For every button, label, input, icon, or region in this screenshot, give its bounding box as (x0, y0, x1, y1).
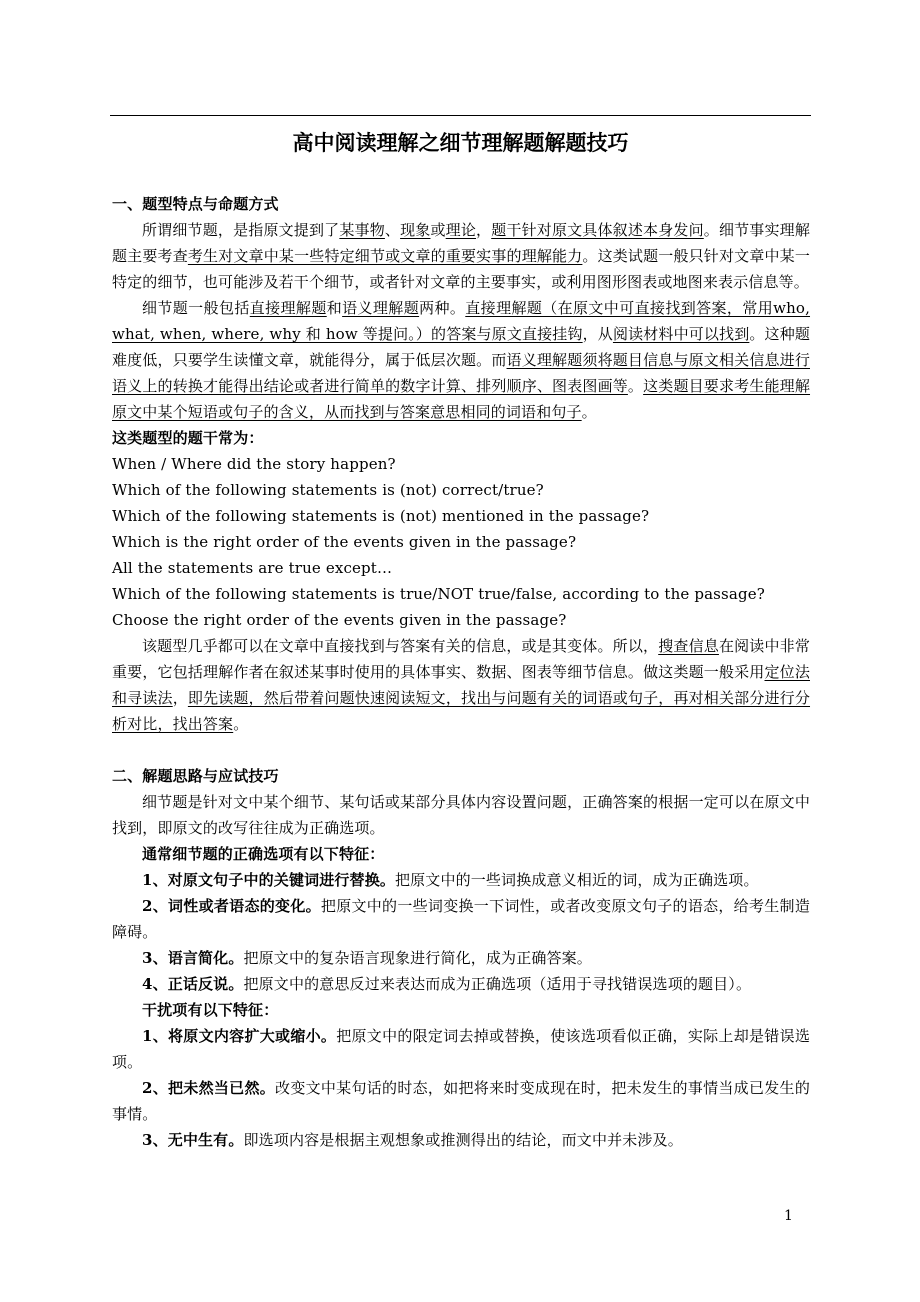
paragraph (112, 529, 810, 555)
paragraph (112, 867, 810, 893)
heading (112, 841, 810, 867)
bold-text: 2、词性或者语态的变化。 (142, 897, 321, 915)
text: ， (476, 221, 492, 239)
page-title: 高中阅读理解之细节理解题解题技巧 (292, 130, 629, 155)
underlined-text: 这类题目要求考生能理解原文中某个短语或句子的含义，从而找到与答案意思相同的词语和句子 (112, 377, 811, 421)
paragraph (112, 607, 810, 633)
heading (112, 997, 810, 1023)
text: Choose the right order of the events given in the passage? (112, 611, 567, 629)
paragraph (112, 633, 810, 737)
underlined-text: 直接理解题 (249, 299, 327, 317)
paragraph (112, 1023, 810, 1075)
text: 把原文中的意思反过来表达而成为正确选项（适用于寻找错误选项的题目）。 (243, 975, 752, 993)
underlined-text: 语义理解题须将题目信息与原文相关信息进行语义上的转换才能得出结论或者进行简单的数字计算、排列顺序、图表图画等 (112, 351, 810, 395)
text: 在阅读中非常重要，它包括理解作者在叙述某事时使用的具体事实、数据、图表等细节信息。做这类题一般采用 (112, 637, 810, 681)
text: 两种。 (419, 299, 466, 317)
bold-text: 二、解题思路与应试技巧 (112, 767, 279, 785)
bold-text: 一、题型特点与命题方式 (112, 195, 279, 213)
underlined-text: 即先读题，然后带着问题快速阅读短文，找出与问题有关的词语或句子，再对相关部分进行分析对比，找出答案 (112, 689, 811, 733)
text: 、 (384, 221, 401, 239)
paragraph (112, 581, 810, 607)
text: 细节题一般包括 (142, 299, 250, 317)
text: Which of the following statements is true/NOT true/false, according to the passage? (112, 585, 765, 603)
page-number: 1 (784, 1208, 793, 1224)
text: 。细节事实理解题主要考查 (112, 221, 811, 265)
underlined-text: 阅读材料中可以找到 (612, 325, 750, 343)
text: 或 (430, 221, 446, 239)
text: 。 (627, 377, 644, 395)
paragraph (112, 971, 810, 997)
underlined-text: 现象 (400, 221, 431, 239)
bold-text: 1、对原文句子中的关键词进行替换。 (142, 871, 395, 889)
text: ，从 (582, 325, 613, 343)
underlined-text: 理论 (445, 221, 477, 239)
paragraph (112, 503, 810, 529)
underlined-text: 直接理解题（在原文中可直接找到答案，常用who, what, when, where, why 和 how 等提问。）的答案与原文直接挂钩 (112, 299, 811, 343)
paragraph (112, 1075, 810, 1127)
text: 。 (233, 715, 249, 733)
text: ， (172, 689, 188, 707)
paragraph (112, 295, 810, 425)
paragraph (112, 555, 810, 581)
bold-text: 3、无中生有。 (142, 1131, 244, 1149)
paragraph (112, 1127, 810, 1153)
underlined-text: 某事物 (339, 221, 385, 239)
text: 把原文中的复杂语言现象进行简化，成为正确答案。 (243, 949, 592, 967)
text: All the statements are true except… (112, 559, 393, 577)
text: Which of the following statements is (not) mentioned in the passage? (112, 507, 650, 525)
underlined-text: 搜查信息 (658, 637, 719, 655)
text: 。这种题难度低，只要学生读懂文章，就能得分，属于低层次题。而 (112, 325, 810, 369)
bold-text: 2、把未然当已然。 (142, 1079, 276, 1097)
text: 细节题是针对文中某个细节、某句话或某部分具体内容设置问题，正确答案的根据一定可以在原文中找到，即原文的改写往往成为正确选项。 (112, 793, 810, 837)
text: 把原文中的一些词换成意义相近的词，成为正确选项。 (395, 871, 759, 889)
bold-text: 这类题型的题干常为： (112, 429, 264, 447)
text: Which is the right order of the events given in the passage? (112, 533, 577, 551)
text: 该题型几乎都可以在文章中直接找到与答案有关的信息，或是其变体。所以， (142, 637, 659, 655)
text: 。这类试题一般只针对文章中某一特定的细节，也可能涉及若干个细节，或者针对文章的主要事实，或利用图形图表或地图来表示信息等。 (112, 247, 810, 291)
header-rule (110, 115, 811, 116)
bold-text: 3、语言简化。 (142, 949, 244, 967)
text: Which of the following statements is (not) correct/true? (112, 481, 544, 499)
underlined-text: 题干针对原文具体叙述本身发问 (491, 221, 704, 239)
paragraph (112, 477, 810, 503)
underlined-text: 考生对文章中某一些特定细节或文章的重要实事的理解能力 (187, 247, 583, 265)
text: 改变文中某句话的时态，如把将来时变成现在时，把未发生的事情当成已发生的事情。 (112, 1079, 810, 1123)
bold-text: 通常细节题的正确选项有以下特征： (142, 845, 385, 863)
heading (112, 763, 810, 789)
bold-text: 4、正话反说。 (142, 975, 244, 993)
text: 把原文中的限定词去掉或替换，使该选项看似正确，实际上却是错误选项。 (112, 1027, 811, 1071)
text: When / Where did the story happen? (112, 455, 396, 473)
bold-text: 干扰项有以下特征： (142, 1001, 279, 1019)
paragraph (112, 945, 810, 971)
blank-line (112, 737, 810, 763)
text: 所谓细节题，是指原文提到了 (142, 221, 340, 239)
text: 和 (326, 299, 343, 317)
paragraph (112, 893, 810, 945)
text: 把原文中的一些词变换一下词性，或者改变原文句子的语态，给考生制造障碍。 (112, 897, 810, 941)
paragraph (112, 789, 810, 841)
document-body (112, 191, 810, 1153)
paragraph (112, 451, 810, 477)
underlined-text: 语义理解题 (342, 299, 420, 317)
underlined-text: 定位法和寻读法 (112, 663, 810, 707)
bold-text: 1、将原文内容扩大或缩小。 (142, 1027, 337, 1045)
heading (112, 425, 810, 451)
text: 即选项内容是根据主观想象或推测得出的结论，而文中并未涉及。 (243, 1131, 683, 1149)
text: 。 (581, 403, 597, 421)
heading (112, 191, 810, 217)
paragraph (112, 217, 810, 295)
